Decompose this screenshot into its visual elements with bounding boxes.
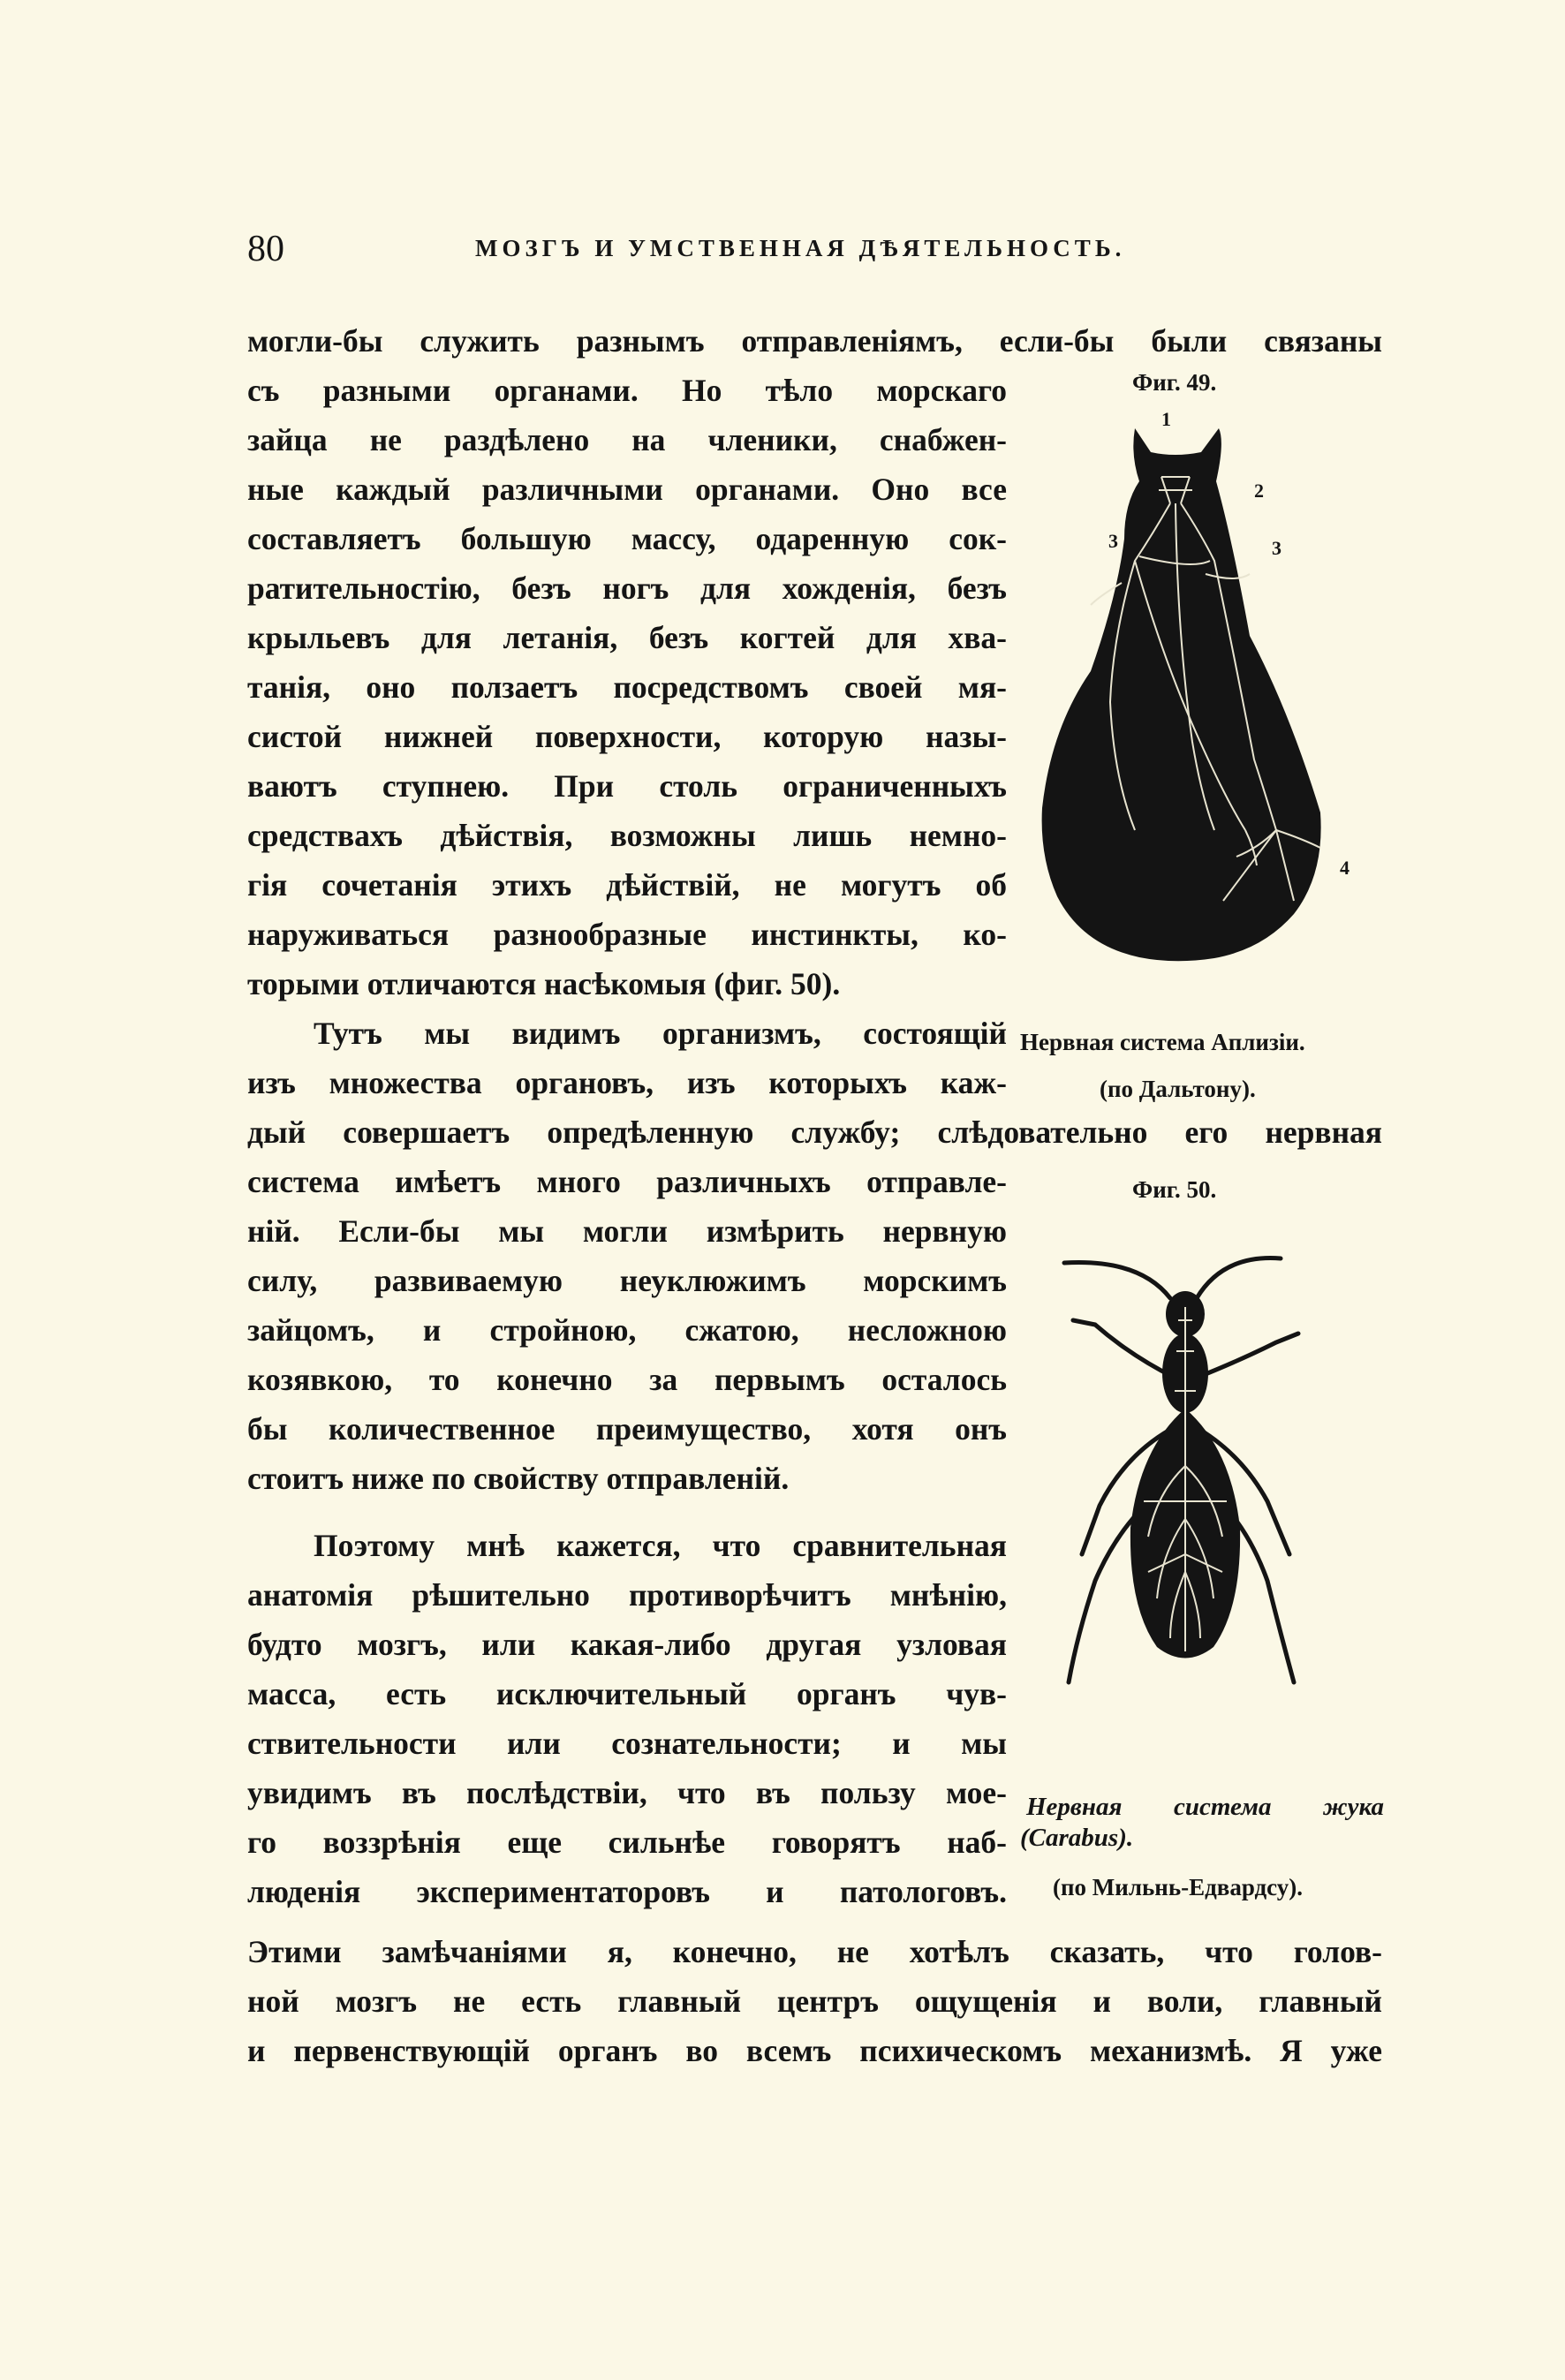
marker-4: 4 [1340,857,1350,879]
text-line: ратительностію, безъ ногъ для хожденія, безъ [247,570,1007,606]
page-number: 80 [247,229,284,269]
text-line: дый совершаетъ опредѣленную службу; слѣдовательно его нервная [247,1114,1382,1150]
text-line: ные каждый различными органами. Оно все [247,472,1007,507]
text-line: средствахъ дѣйствія, возможны лишь немно- [247,818,1007,853]
text-line: люденія экспериментаторовъ и патологовъ. [247,1874,1007,1909]
text-line: Поэтому мнѣ кажется, что сравнительная [314,1528,1007,1563]
text-line: систой нижней поверхности, которую назы- [247,719,1007,754]
text-line: Тутъ мы видимъ организмъ, состоящій [314,1016,1007,1051]
carabus-beetle-illustration [1024,1236,1342,1696]
text-line: изъ множества органовъ, изъ которыхъ каж- [247,1065,1007,1100]
text-line: танія, оно ползаетъ посредствомъ своей мя- [247,669,1007,705]
text-line: ваютъ ступнею. При столь ограниченныхъ [247,768,1007,804]
marker-2: 2 [1254,480,1264,502]
figure-50-label: Фиг. 50. [1132,1176,1217,1203]
text-line: Этими замѣчаніями я, конечно, не хотѣлъ сказать, что голов- [247,1934,1382,1969]
marker-3-right: 3 [1272,537,1281,559]
figure-49-source: (по Дальтону). [1100,1076,1256,1102]
text-line: гія сочетанія этихъ дѣйствій, не могутъ об [247,867,1007,903]
text-line: ной мозгъ не есть главный центръ ощущенія и воли, главный [247,1983,1382,2019]
marker-1: 1 [1161,408,1171,430]
text-line: масса, есть исключительный органъ чув- [247,1676,1007,1711]
figure-50-caption-latin: (Carabus). [1020,1824,1134,1852]
marker-3-left: 3 [1108,530,1118,552]
running-title: МОЗГЪ И УМСТВЕННАЯ ДѢЯТЕЛЬНОСТЬ. [475,235,1126,261]
text-line: система имѣетъ много различныхъ отправле- [247,1164,1007,1199]
text-line: козявкою, то конечно за первымъ осталось [247,1362,1007,1397]
text-line: зайца не раздѣлено на членики, снабжен- [247,422,1007,457]
text-line: и первенствующій органъ во всемъ психическомъ механизмѣ. Я уже [247,2033,1382,2068]
text-line: зайцомъ, и стройною, сжатою, несложною [247,1312,1007,1348]
running-header [247,228,1395,272]
text-line: крыльевъ для летанія, безъ когтей для хва- [247,620,1007,655]
text-line: ствительности или сознательности; и мы [247,1726,1007,1761]
text-line: го воззрѣнія еще сильнѣе говорятъ наб- [247,1825,1007,1860]
text-line: силу, развиваемую неуклюжимъ морскимъ [247,1263,1007,1298]
figure-49-label: Фиг. 49. [1132,369,1217,396]
text-line: анатомія рѣшительно противорѣчитъ мнѣнію, [247,1577,1007,1613]
text-line: съ разными органами. Но тѣло морскаго [247,373,1007,408]
text-line: торыми отличаются насѣкомыя (фиг. 50). [247,966,841,1001]
text-line: увидимъ въ послѣдствіи, что въ пользу мое- [247,1775,1007,1810]
text-line: могли-бы служить разнымъ отправленіямъ, если-бы были связаны [247,323,1382,359]
text-line: ній. Если-бы мы могли измѣрить нервную [247,1213,1007,1249]
text-line: составляетъ большую массу, одаренную сок- [247,521,1007,556]
figure-50-caption: Нервная система жука [1026,1793,1384,1821]
text-line: бы количественное преимущество, хотя онъ [247,1411,1007,1447]
figure-49-caption: Нервная система Аплизіи. [1020,1029,1305,1055]
figure-50-source: (по Мильнь-Едвардсу). [1053,1874,1304,1900]
text-line: наруживаться разнообразные инстинкты, ко- [247,917,1007,952]
text-line: будто мозгъ, или какая-либо другая узловая [247,1627,1007,1662]
aplysia-nervous-system-illustration [1029,406,1350,971]
text-line: стоитъ ниже по свойству отправленій. [247,1461,790,1496]
